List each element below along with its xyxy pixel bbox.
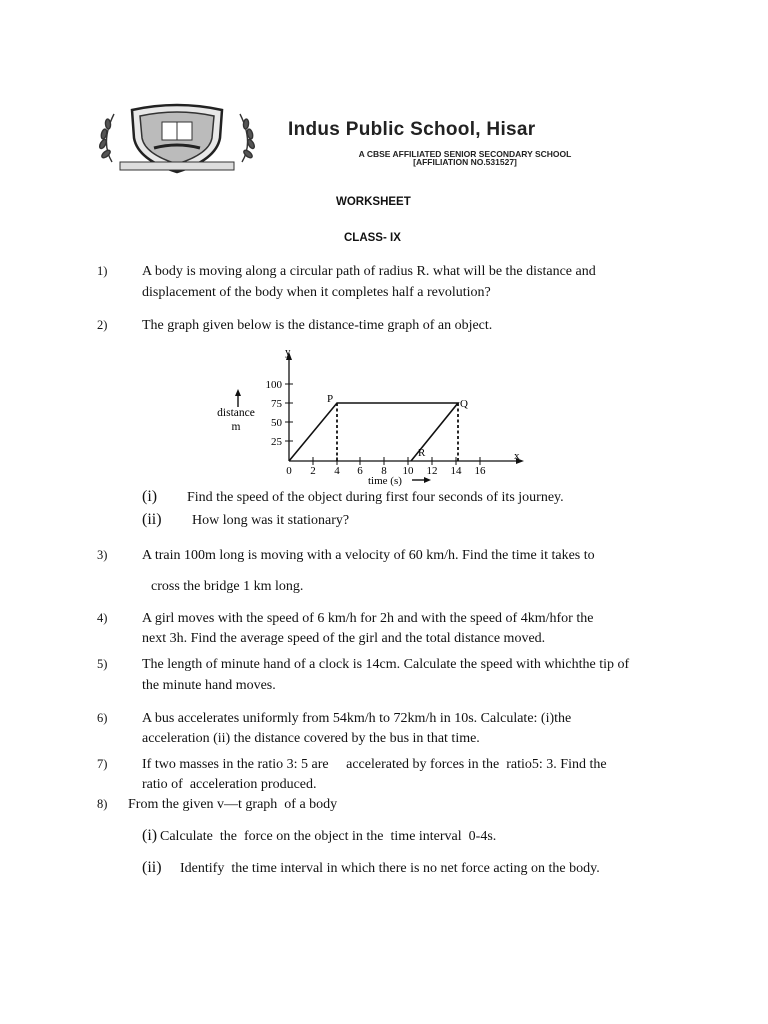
question-7-line-2: ratio of acceleration produced. (142, 777, 317, 792)
question-number-1: 1) (97, 264, 108, 278)
question-6-line-1: A bus accelerates uniformly from 54km/h to 72km/h in 10s. Calculate: (i)the (142, 711, 572, 726)
y-axis-label-line-2: m (231, 421, 241, 433)
x-axis-letter: x (514, 450, 520, 462)
question-8-sub-ii-label: (ii) (142, 859, 162, 876)
question-number-2: 2) (97, 318, 108, 332)
question-number-3: 3) (97, 548, 108, 562)
worksheet-title: WORKSHEET (336, 196, 411, 208)
x-tick-0: 0 (286, 465, 292, 477)
x-tick-16: 16 (474, 465, 486, 477)
question-6-line-2: acceleration (ii) the distance covered by the bus in that time. (142, 731, 480, 746)
question-4-line-1: A girl moves with the speed of 6 km/h for 2h and with the speed of 4km/hfor the (142, 611, 594, 626)
question-5-line-2: the minute hand moves. (142, 678, 276, 693)
point-label-q: Q (460, 398, 468, 410)
right-arrow-icon (424, 477, 431, 483)
question-2-sub-i-label: (i) (142, 488, 158, 505)
question-8-line-1: From the given v—t graph of a body (128, 797, 338, 812)
question-2-sub-ii-text: How long was it stationary? (192, 513, 350, 528)
y-tick-25: 25 (271, 436, 282, 448)
question-8-sub-ii-text: Identify the time interval in which there is no net force acting on the body. (180, 861, 600, 876)
question-3-line-2: cross the bridge 1 km long. (151, 579, 304, 594)
school-logo (92, 102, 262, 176)
x-tick-12: 12 (426, 465, 438, 477)
y-axis-letter: y (285, 346, 291, 358)
question-5-line-1: The length of minute hand of a clock is 14cm. Calculate the speed with whichthe tip of (142, 657, 630, 672)
y-axis-label-line-1: distance (217, 407, 255, 419)
question-4-line-2: next 3h. Find the average speed of the girl and the total distance moved. (142, 631, 546, 646)
x-tick-2: 2 (310, 465, 316, 477)
distance-time-graph (200, 345, 530, 490)
y-tick-75: 75 (271, 398, 282, 410)
question-8-sub-i-text: Calculate the force on the object in the time interval 0-4s. (160, 829, 497, 844)
y-tick-50: 50 (271, 417, 282, 429)
affiliation-line-1: A CBSE AFFILIATED SENIOR SECONDARY SCHOOL (358, 149, 572, 159)
question-7-line-1: If two masses in the ratio 3: 5 are accelerated by forces in the ratio5: 3. Find the (142, 757, 607, 772)
question-number-5: 5) (97, 657, 108, 671)
question-number-8: 8) (97, 797, 108, 811)
question-2-line-1: The graph given below is the distance-time graph of an object. (142, 318, 493, 333)
question-1-line-2: displacement of the body when it completes half a revolution? (142, 285, 491, 300)
class-label: CLASS- IX (344, 232, 401, 244)
y-tick-100: 100 (265, 379, 282, 391)
school-name: Indus Public School, Hisar (288, 119, 536, 140)
x-tick-8: 8 (381, 465, 387, 477)
question-2-sub-i-text: Find the speed of the object during first four seconds of its journey. (187, 490, 564, 505)
point-label-p: P (327, 393, 334, 405)
distance-time-line (289, 403, 458, 461)
x-axis-label: time (s) (368, 475, 402, 487)
x-tick-10: 10 (402, 465, 414, 477)
point-label-r: R (418, 447, 426, 459)
question-number-4: 4) (97, 611, 108, 625)
question-2-sub-ii-label: (ii) (142, 511, 162, 528)
up-arrow-icon (235, 389, 241, 396)
x-tick-6: 6 (357, 465, 363, 477)
question-8-sub-i-label: (i) (142, 827, 158, 844)
question-1-line-1: A body is moving along a circular path of radius R. what will be the distance and (142, 264, 596, 279)
affiliation-line-2: [AFFILIATION NO.531527] (413, 157, 517, 167)
question-3-line-1: A train 100m long is moving with a velocity of 60 km/h. Find the time it takes to (142, 548, 595, 563)
x-tick-14: 14 (450, 465, 462, 477)
x-tick-4: 4 (334, 465, 340, 477)
question-number-7: 7) (97, 757, 108, 771)
question-number-6: 6) (97, 711, 108, 725)
